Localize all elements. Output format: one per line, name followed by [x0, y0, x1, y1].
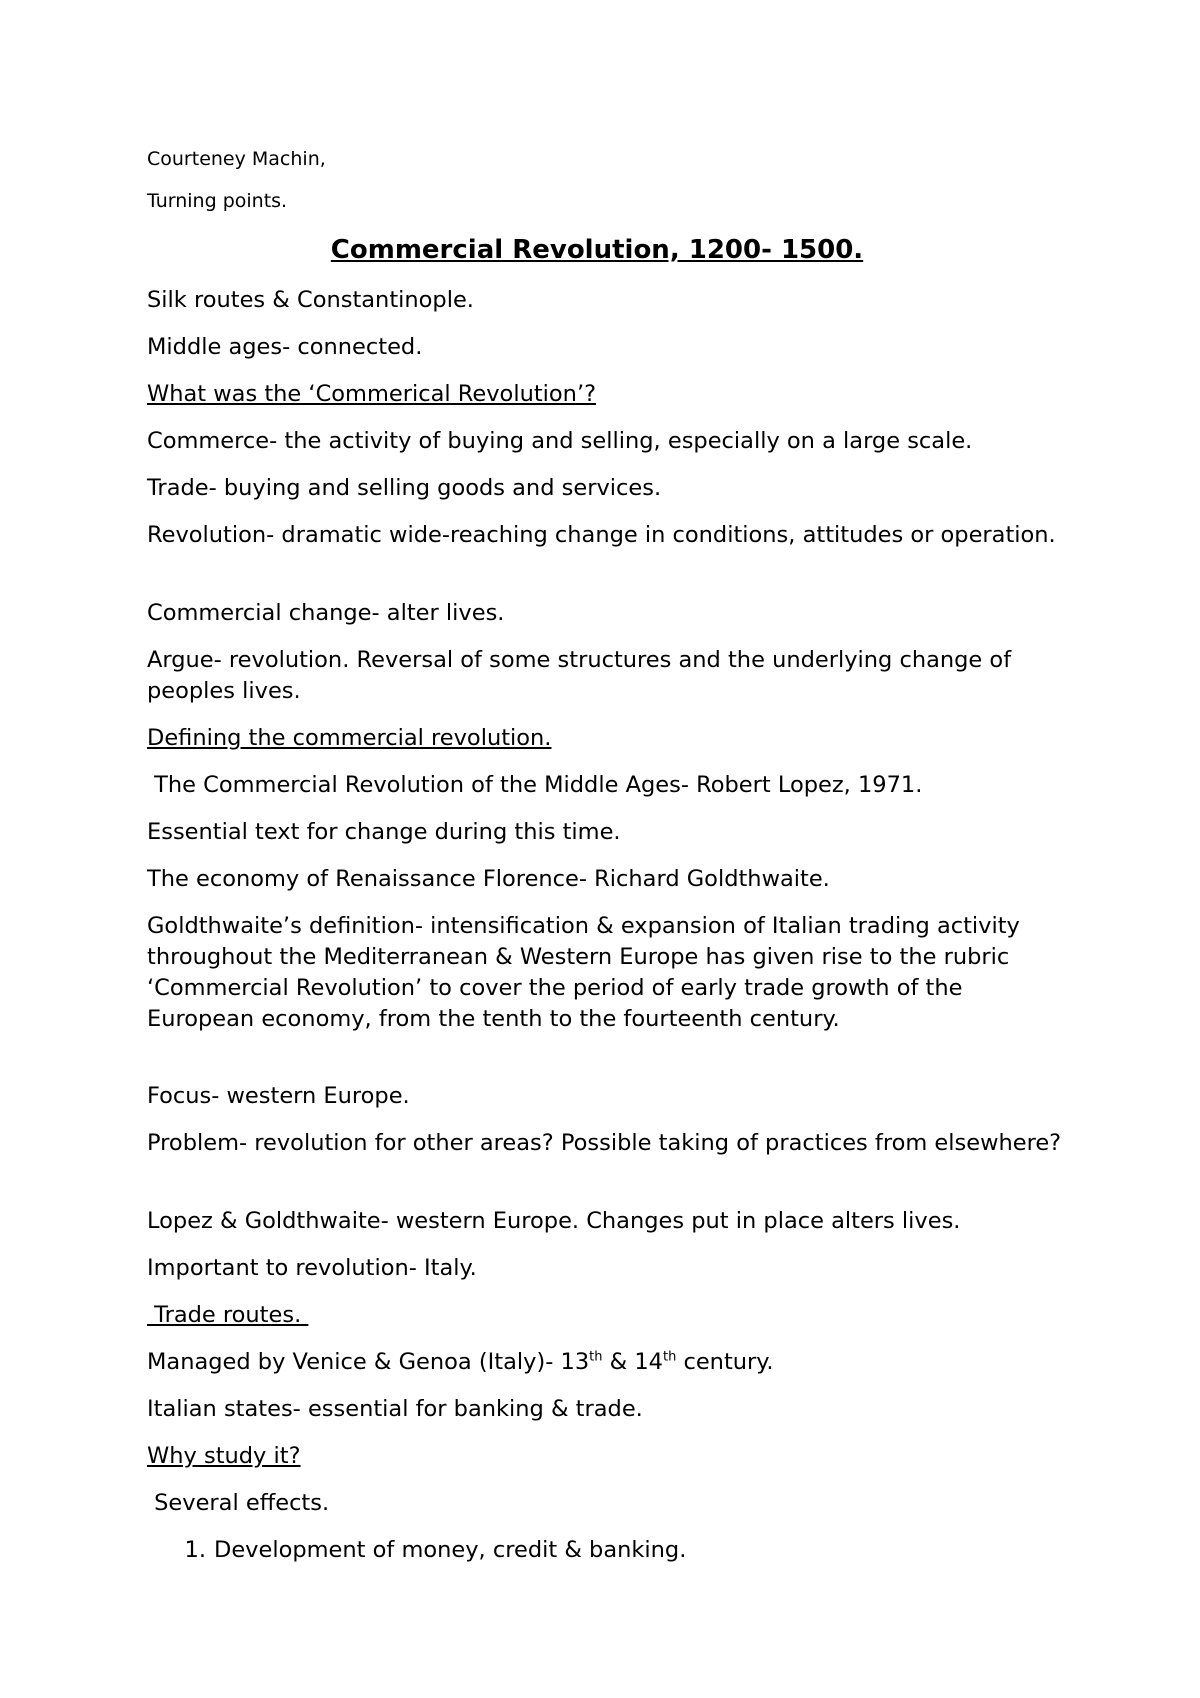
- list-number: 1.: [184, 1537, 206, 1563]
- paragraph: Commerce- the activity of buying and selling, especially on a large scale.: [147, 428, 973, 454]
- superscript: th: [589, 1349, 603, 1365]
- paragraph: Several effects.: [147, 1490, 330, 1516]
- paragraph: Argue- revolution. Reversal of some structures and the underlying change of peoples lives.: [147, 647, 1012, 704]
- paragraph: Problem- revolution for other areas? Possible taking of practices from elsewhere?: [147, 1130, 1062, 1156]
- managed-text-c: century.: [676, 1349, 774, 1375]
- section-heading: Defining the commercial revolution.: [147, 725, 552, 751]
- paragraph: Lopez & Goldthwaite- western Europe. Changes put in place alters lives.: [147, 1208, 961, 1234]
- paragraph: The economy of Renaissance Florence- Richard Goldthwaite.: [147, 866, 830, 892]
- paragraph: The Commercial Revolution of the Middle Ages- Robert Lopez, 1971.: [147, 772, 923, 798]
- paragraph: Commercial change- alter lives.: [147, 600, 505, 626]
- paragraph: Italian states- essential for banking & trade.: [147, 1396, 643, 1422]
- list-item-text: Development of money, credit & banking.: [214, 1537, 687, 1563]
- paragraph-managed: [147, 1347, 774, 1378]
- managed-text-b: & 14: [602, 1349, 663, 1375]
- paragraph: Revolution- dramatic wide-reaching change in conditions, attitudes or operation.: [147, 522, 1056, 548]
- paragraph: Goldthwaite’s definition- intensification & expansion of Italian trading activity throughout the Mediterranean & Western Europe has given rise to the rubric ‘Commercial Revolution’ to cover the period of early trade growth of the European economy, from the tenth to the fourteenth century.: [147, 913, 1020, 1032]
- section-heading: What was the ‘Commerical Revolution’?: [147, 381, 597, 407]
- paragraph: Trade- buying and selling goods and services.: [147, 475, 662, 501]
- paragraph: Focus- western Europe.: [147, 1083, 410, 1109]
- paragraph: Silk routes & Constantinople.: [147, 287, 474, 313]
- author-name: Courteney Machin,: [147, 148, 326, 170]
- document-title: Commercial Revolution, 1200- 1500.: [330, 235, 864, 265]
- paragraph: Middle ages- connected.: [147, 334, 423, 360]
- paragraph: Essential text for change during this time.: [147, 819, 621, 845]
- managed-text-a: Managed by Venice & Genoa (Italy)- 13: [147, 1349, 590, 1375]
- paragraph: Important to revolution- Italy.: [147, 1255, 477, 1281]
- section-heading: Trade routes.: [147, 1302, 309, 1328]
- section-heading: Why study it?: [147, 1443, 301, 1469]
- superscript: th: [662, 1349, 677, 1365]
- list-item: [170, 1535, 686, 1566]
- course-name: Turning points.: [147, 190, 288, 212]
